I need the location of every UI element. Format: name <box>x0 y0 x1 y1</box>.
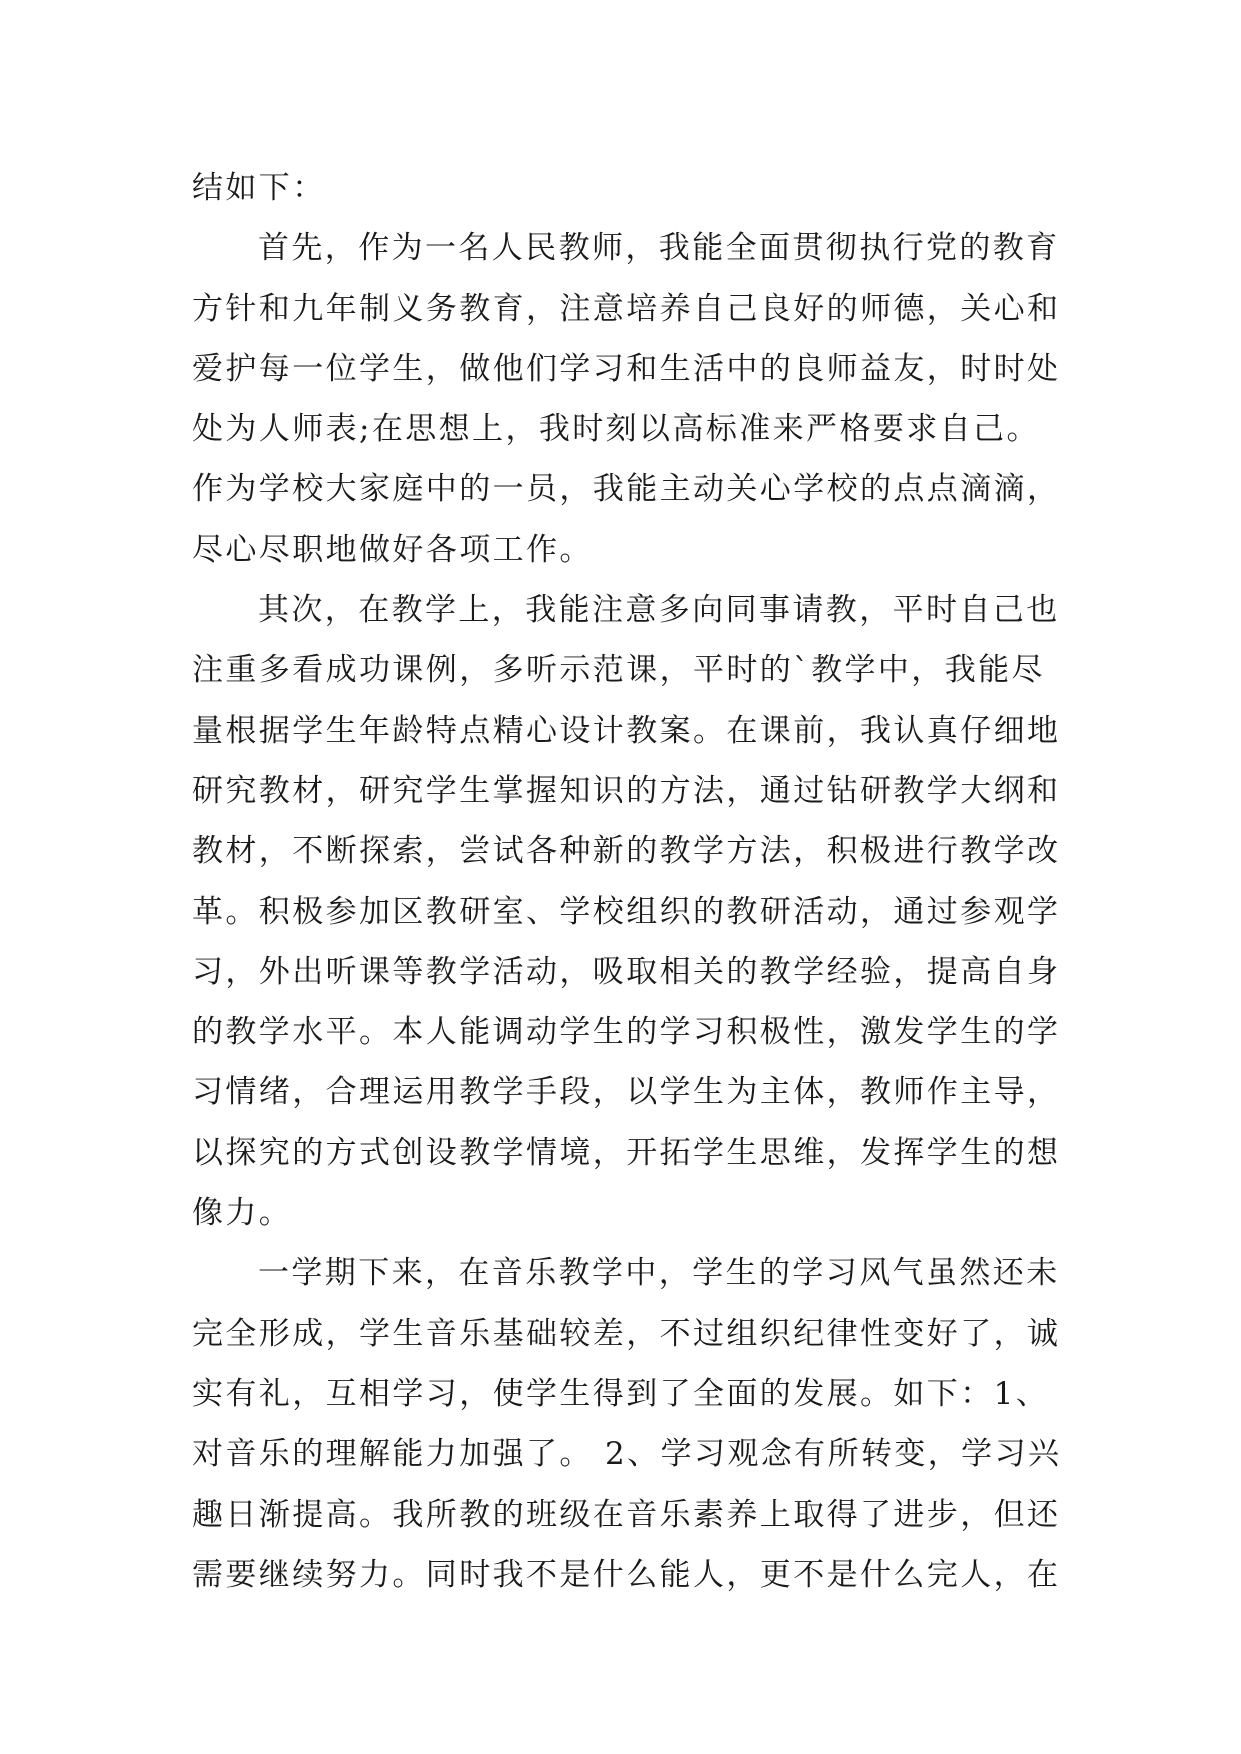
text-line: 习情绪，合理运用教学手段，以学生为主体，教师作主导， <box>192 1074 1061 1111</box>
text-line: 作为学校大家庭中的一员，我能主动关心学校的点点滴滴， <box>192 471 1061 508</box>
text-line: 方针和九年制义务教育，注意培养自己良好的师德，关心和 <box>192 290 1061 327</box>
text-line: 研究教材，研究学生掌握知识的方法，通过钻研教学大纲和 <box>192 772 1061 809</box>
text-line: 革。积极参加区教研室、学校组织的教研活动，通过参观学 <box>192 893 1061 930</box>
text-line: 像力。 <box>192 1195 293 1232</box>
body-text <box>192 158 1062 1605</box>
paragraph-start-line: 一学期下来，在音乐教学中，学生的学习风气虽然还未 <box>258 1255 1060 1292</box>
text-line: 对音乐的理解能力加强了。 2、学习观念有所转变，学习兴 <box>192 1436 1062 1473</box>
text-line: 以探究的方式创设教学情境，开拓学生思维，发挥学生的想 <box>192 1134 1061 1171</box>
paragraph-start-line: 首先，作为一名人民教师，我能全面贯彻执行党的教育 <box>258 230 1060 267</box>
text-line: 爱护每一位学生，做他们学习和生活中的良师益友，时时处 <box>192 350 1061 387</box>
text-line: 教材，不断探索，尝试各种新的教学方法，积极进行教学改 <box>192 833 1061 870</box>
text-line: 习，外出听课等教学活动，吸取相关的教学经验，提高自身 <box>192 953 1061 990</box>
text-line: 趣日渐提高。我所教的班级在音乐素养上取得了进步，但还 <box>192 1496 1061 1533</box>
paragraph-start-line: 其次，在教学上，我能注意多向同事请教，平时自己也 <box>258 592 1060 629</box>
text-line: 完全形成，学生音乐基础较差，不过组织纪律性变好了，诚 <box>192 1315 1061 1352</box>
text-line: 尽心尽职地做好各项工作。 <box>192 531 593 568</box>
text-line: 的教学水平。本人能调动学生的学习积极性，激发学生的学 <box>192 1014 1061 1051</box>
text-line: 处为人师表;在思想上，我时刻以高标准来严格要求自己。 <box>192 411 1040 448</box>
text-line: 实有礼，互相学习，使学生得到了全面的发展。如下：1、 <box>192 1375 1050 1412</box>
text-line: 需要继续努力。同时我不是什么能人，更不是什么完人，在 <box>192 1556 1061 1593</box>
text-line: 注重多看成功课例，多听示范课，平时的`教学中，我能尽 <box>192 652 1045 689</box>
text-line: 量根据学生年龄特点精心设计教案。在课前，我认真仔细地 <box>192 712 1061 749</box>
text-line: 结如下： <box>192 170 326 206</box>
